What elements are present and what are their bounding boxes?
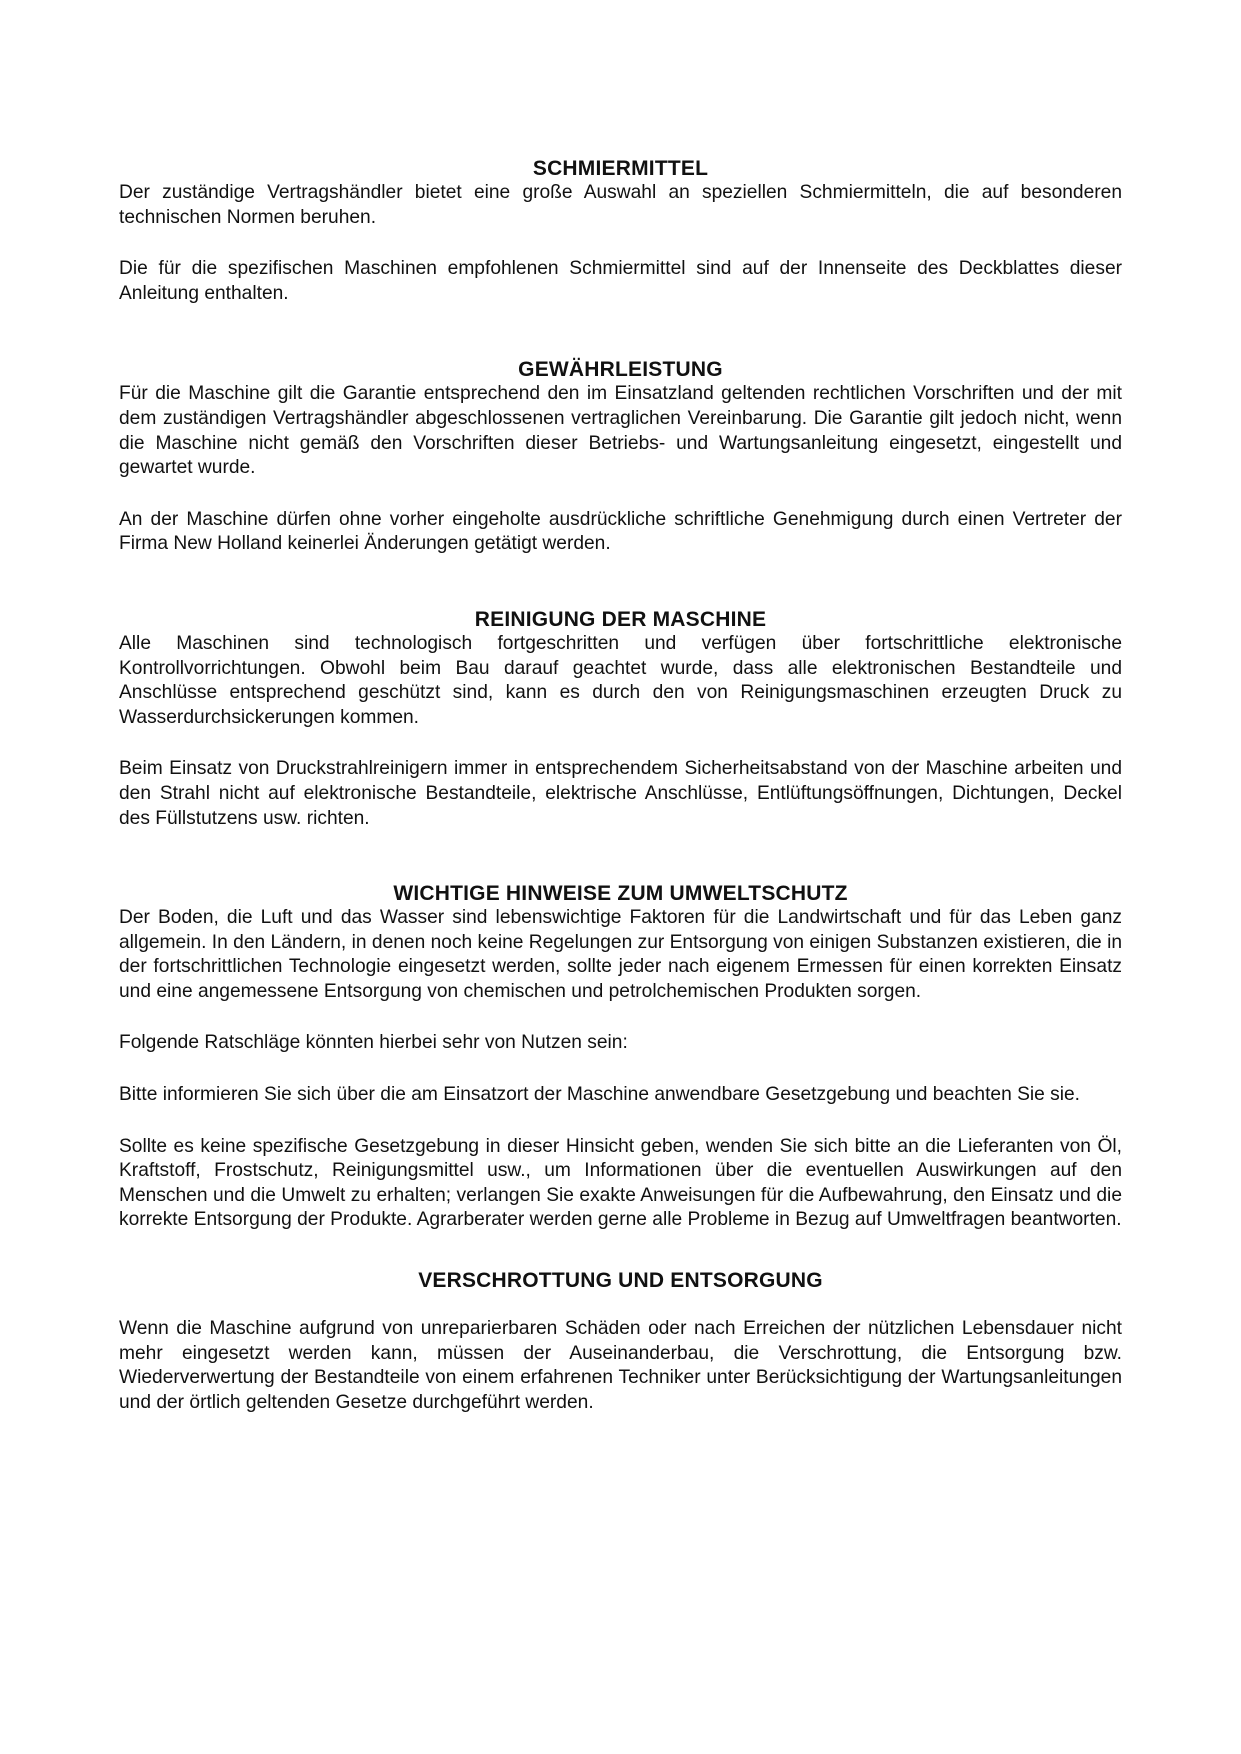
section-cleaning	[119, 608, 1122, 831]
paragraph: Die für die spezifischen Maschinen empfohlenen Schmiermittel sind auf der Innenseite des Deckblattes dieser Anleitung enthalten.	[119, 258, 1122, 304]
paragraph: Wenn die Maschine aufgrund von unreparierbaren Schäden oder nach Erreichen der nützlichen Lebensdauer nicht mehr eingesetzt werden kann, müssen der Auseinanderbau, die Verschrottung, die Entsorgung bzw. Wiederverwertung der Bestandteile von einem erfahrenen Techniker unter Berücksichtigung der Wartungsanleitungen und der örtlich geltenden Gesetze durchgeführt werden.	[119, 1318, 1122, 1413]
section-heading: WICHTIGE HINWEISE ZUM UMWELTSCHUTZ	[393, 882, 848, 906]
paragraph: Der zuständige Vertragshändler bietet eine große Auswahl an speziellen Schmiermitteln, die auf besonderen technischen Normen beruhen.	[119, 182, 1122, 228]
section-heading: SCHMIERMITTEL	[532, 157, 709, 180]
paragraph: Sollte es keine spezifische Gesetzgebung in dieser Hinsicht geben, wenden Sie sich bitte an die Lieferanten von Öl, Kraftstoff, Frostschutz, Reinigungsmittel usw., um Informationen über die eventuellen Auswirkungen auf den Menschen und die Umwelt zu erhalten; verlangen Sie exakte Anweisungen für die Aufbewahrung, den Einsatz und die korrekte Entsorgung der Produkte. Agrarberater werden gerne alle Probleme in Bezug auf Umweltfragen beantworten.	[119, 1135, 1122, 1231]
paragraph: Bitte informieren Sie sich über die am Einsatzort der Maschine anwendbare Gesetzgebung und beachten Sie sie.	[119, 1084, 1080, 1106]
paragraph: Beim Einsatz von Druckstrahlreinigern immer in entsprechendem Sicherheitsabstand von der Maschine arbeiten und den Strahl nicht auf elektronische Bestandteile, elektrische Anschlüsse, Entlüftungsöffnungen, Dichtungen, Deckel des Füllstutzens usw. richten.	[119, 758, 1122, 829]
section-environment	[119, 882, 1122, 1233]
section-heading: GEWÄHRLEISTUNG	[518, 358, 723, 382]
paragraph: Folgende Ratschläge könnten hierbei sehr von Nutzen sein:	[119, 1032, 628, 1054]
paragraph: Für die Maschine gilt die Garantie entsprechend den im Einsatzland geltenden rechtlichen Vorschriften und der mit dem zuständigen Vertragshändler abgeschlossenen vertraglichen Vereinbarung. Die Garantie gilt jedoch nicht, wenn die Maschine nicht gemäß den Vorschriften dieser Betriebs- und Wartungsanleitung eingesetzt, eingestellt und gewartet wurde.	[119, 383, 1122, 479]
paragraph: Alle Maschinen sind technologisch fortgeschritten und verfügen über fortschrittliche elektronische Kontrollvorrichtungen. Obwohl beim Bau darauf geachtet wurde, dass alle elektronischen Bestandteile und Anschlüsse entsprechend geschützt sind, kann es durch den von Reinigungsmaschinen erzeugten Druck zu Wasserdurchsickerungen kommen.	[119, 632, 1122, 728]
section-heading: VERSCHROTTUNG UND ENTSORGUNG	[418, 1269, 823, 1293]
section-lubricants	[119, 157, 1122, 306]
paragraph: Der Boden, die Luft und das Wasser sind lebenswichtige Faktoren für die Landwirtschaft und für das Leben ganz allgemein. In den Ländern, in denen noch keine Regelungen zur Entsorgung von einigen Substanzen existieren, die in der fortschrittlichen Technologie eingesetzt werden, sollte jeder nach eigenem Ermessen für einen korrekten Einsatz und eine angemessene Entsorgung von chemischen und petrolchemischen Produkten sorgen.	[119, 907, 1122, 1002]
section-warranty	[119, 358, 1122, 557]
section-disposal	[119, 1269, 1122, 1415]
document-page	[119, 157, 1122, 1415]
paragraph: An der Maschine dürfen ohne vorher eingeholte ausdrückliche schriftliche Genehmigung durch einen Vertreter der Firma New Holland keinerlei Änderungen getätigt werden.	[119, 508, 1122, 555]
section-heading: REINIGUNG DER MASCHINE	[474, 607, 767, 631]
